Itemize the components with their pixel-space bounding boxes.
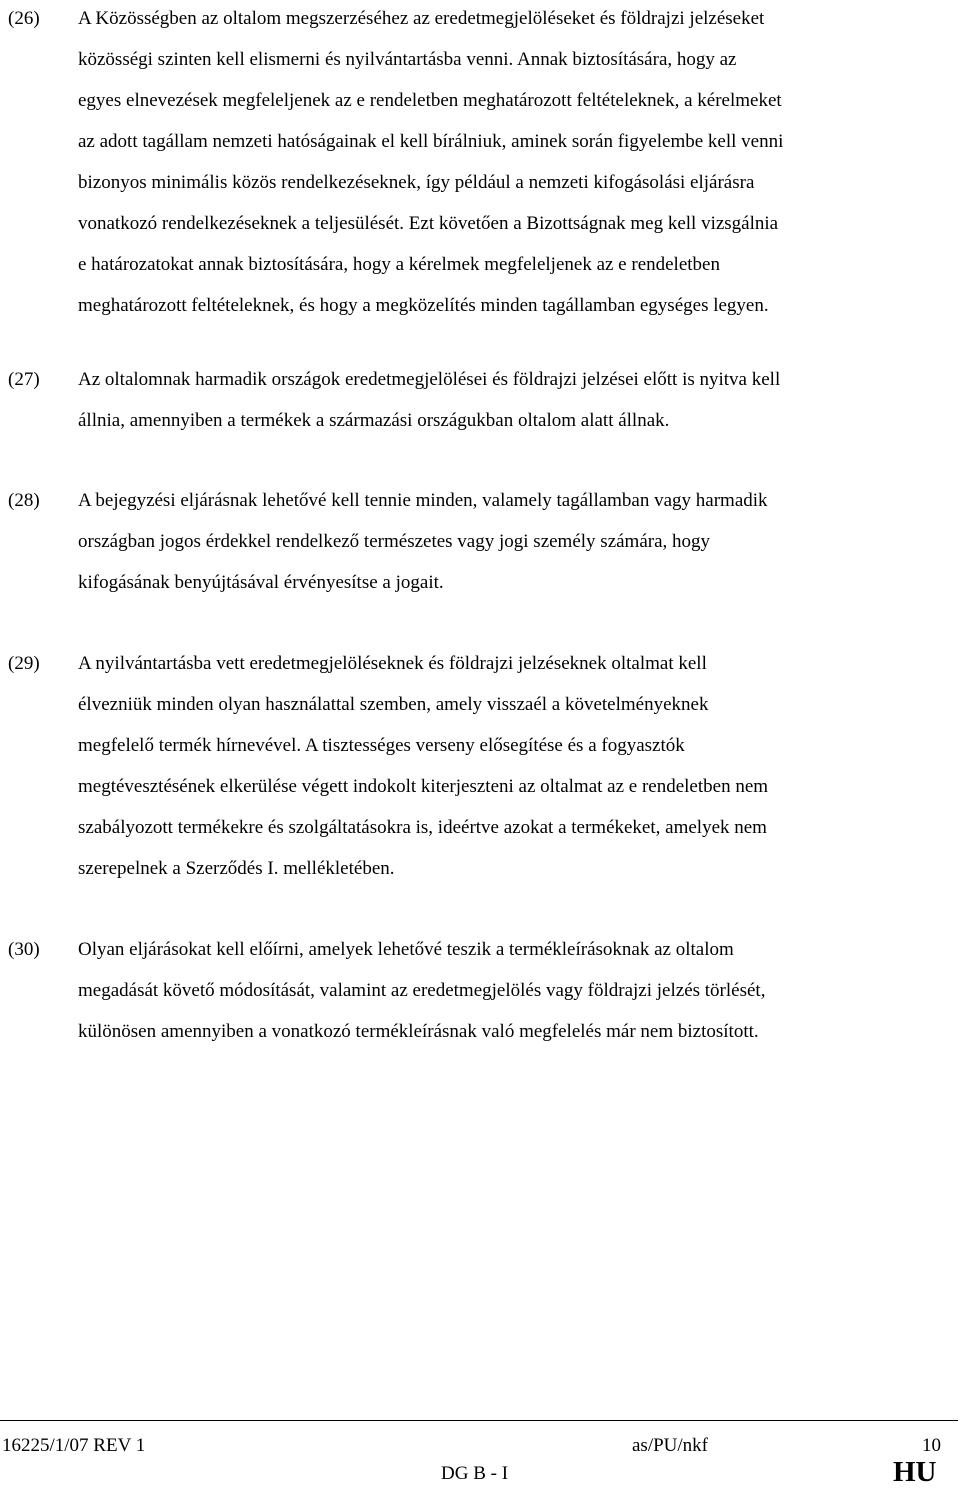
paragraph-line: A Közösségben az oltalom megszerzéséhez az eredetmegjelöléseket és földrajzi jelzéseket (78, 8, 765, 29)
paragraph-line: szabályozott termékekre és szolgáltatásokra is, ideértve azokat a termékeket, amelyek nem (78, 817, 767, 838)
paragraph-line: az adott tagállam nemzeti hatóságainak el kell bírálniuk, aminek során figyelembe kell venni (78, 131, 784, 152)
footer-language-code: HU (893, 1456, 937, 1488)
paragraph-line: kifogásának benyújtásával érvényesítse a jogait. (78, 572, 444, 593)
paragraph-number: (26) (8, 8, 40, 29)
paragraph-number: (30) (8, 939, 40, 960)
paragraph-line: különösen amennyiben a vonatkozó termékleírásnak való megfelelés már nem biztosított. (78, 1021, 759, 1042)
paragraph-line: közösségi szinten kell elismerni és nyilvántartásba venni. Annak biztosítására, hogy az (78, 49, 737, 70)
paragraph-line: szerepelnek a Szerződés I. mellékletében. (78, 858, 395, 879)
paragraph-line: Az oltalomnak harmadik országok eredetmegjelölései és földrajzi jelzései előtt is nyitva kell (78, 369, 781, 390)
paragraph-line: élvezniük minden olyan használattal szemben, amely visszaél a követelményeknek (78, 694, 709, 715)
paragraph-line: egyes elnevezések megfeleljenek az e rendeletben meghatározott feltételeknek, a kérelmeket (78, 90, 782, 111)
paragraph-number: (28) (8, 490, 40, 511)
paragraph-number: (27) (8, 369, 40, 390)
paragraph-line: e határozatokat annak biztosítására, hogy a kérelmek megfeleljenek az e rendeletben (78, 254, 720, 275)
paragraph-line: meghatározott feltételeknek, és hogy a megközelítés minden tagállamban egységes legyen. (78, 295, 769, 316)
paragraph-line: megtévesztésének elkerülése végett indokolt kiterjeszteni az oltalmat az e rendeletben nem (78, 776, 769, 797)
paragraph-line: A bejegyzési eljárásnak lehetővé kell tennie minden, valamely tagállamban vagy harmadik (78, 490, 768, 511)
footer-directorate: DG B - I (441, 1463, 509, 1484)
paragraph-line: A nyilvántartásba vett eredetmegjelöléseknek és földrajzi jelzéseknek oltalmat kell (78, 653, 707, 674)
paragraph-line: országban jogos érdekkel rendelkező természetes vagy jogi személy számára, hogy (78, 531, 711, 552)
paragraph-line: Olyan eljárásokat kell előírni, amelyek lehetővé teszik a termékleírásoknak az oltalom (78, 939, 734, 960)
paragraph-number: (29) (8, 653, 40, 674)
paragraph-line: vonatkozó rendelkezéseknek a teljesülését. Ezt követően a Bizottságnak meg kell vizsgálnia (78, 213, 779, 234)
footer-divider (0, 1420, 958, 1421)
footer-initials: as/PU/nkf (632, 1435, 708, 1456)
paragraph-line: bizonyos minimális közös rendelkezéseknek, így például a nemzeti kifogásolási eljárásra (78, 172, 755, 193)
paragraph-line: megadását követő módosítását, valamint az eredetmegjelölés vagy földrajzi jelzés törlését, (78, 980, 766, 1001)
paragraph-line: állnia, amennyiben a termékek a származási országukban oltalom alatt állnak. (78, 410, 670, 431)
footer-document-reference: 16225/1/07 REV 1 (2, 1435, 146, 1456)
paragraph-line: megfelelő termék hírnevével. A tisztességes verseny elősegítése és a fogyasztók (78, 735, 685, 756)
footer-page-number: 10 (922, 1435, 941, 1456)
